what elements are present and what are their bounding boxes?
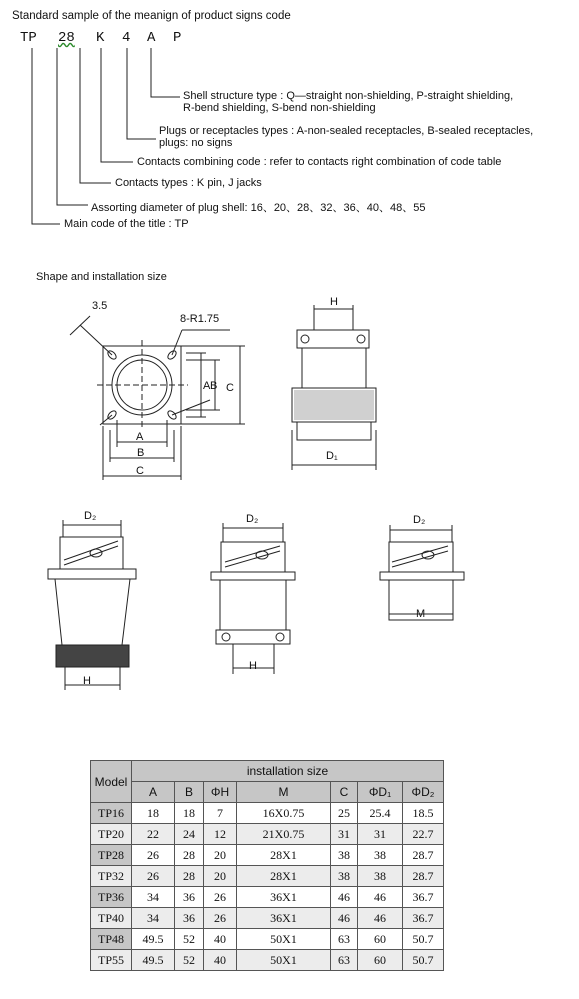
value-cell: 46 — [358, 908, 403, 929]
callout-shell-2: R-bend shielding, S-bend non-shielding — [183, 102, 376, 114]
value-cell: 28 — [175, 845, 204, 866]
label-H-left: H — [83, 675, 91, 687]
label-D2-right: D₂ — [413, 514, 426, 526]
value-cell: 16X0.75 — [237, 803, 331, 824]
value-cell: 18.5 — [403, 803, 444, 824]
table-row — [91, 845, 444, 866]
value-cell: 60 — [358, 929, 403, 950]
value-cell: 38 — [331, 845, 358, 866]
value-cell: 63 — [331, 950, 358, 971]
label-D1: D₁ — [326, 450, 338, 462]
group-header: installation size — [132, 761, 444, 782]
page-heading: Standard sample of the meanign of product signs code — [12, 10, 291, 22]
value-cell: 25 — [331, 803, 358, 824]
table-body — [91, 803, 444, 971]
label-H-top: H — [330, 296, 338, 308]
value-cell: 26 — [204, 908, 237, 929]
col-d2: ΦD₂ — [403, 782, 444, 803]
value-cell: 22 — [132, 824, 175, 845]
label-8-r1-75: 8-R1.75 — [180, 313, 220, 325]
table-row — [91, 824, 444, 845]
value-cell: 60 — [358, 950, 403, 971]
model-cell: TP55 — [91, 950, 132, 971]
value-cell: 50X1 — [237, 929, 331, 950]
table-row — [91, 866, 444, 887]
model-cell: TP28 — [91, 845, 132, 866]
value-cell: 22.7 — [403, 824, 444, 845]
value-cell: 38 — [358, 845, 403, 866]
code-shell: P — [173, 30, 182, 46]
value-cell: 28 — [175, 866, 204, 887]
value-cell: 49.5 — [132, 950, 175, 971]
callout-shell-1: Shell structure type : Q—straight non-shielding, P-straight shielding, — [183, 90, 514, 102]
callout-plug-2: plugs: no signs — [159, 137, 233, 149]
callout-diameter: Assorting diameter of plug shell: 16、20、28、32、36、40、48、55 — [91, 202, 426, 214]
value-cell: 46 — [358, 887, 403, 908]
value-cell: 12 — [204, 824, 237, 845]
model-cell: TP32 — [91, 866, 132, 887]
value-cell: 26 — [132, 866, 175, 887]
label-M: M — [416, 608, 426, 620]
col-m: M — [237, 782, 331, 803]
table-row — [91, 887, 444, 908]
label-A-v: A — [203, 380, 211, 392]
value-cell: 52 — [175, 929, 204, 950]
code-plug: A — [147, 30, 156, 46]
value-cell: 36.7 — [403, 887, 444, 908]
callout-main: Main code of the title : TP — [64, 218, 189, 230]
value-cell: 36 — [175, 887, 204, 908]
model-header: Model — [91, 761, 132, 803]
value-cell: 25.4 — [358, 803, 403, 824]
code-combo: 4 — [122, 30, 131, 46]
value-cell: 20 — [204, 845, 237, 866]
value-cell: 28.7 — [403, 866, 444, 887]
value-cell: 28X1 — [237, 866, 331, 887]
value-cell: 50.7 — [403, 929, 444, 950]
value-cell: 20 — [204, 866, 237, 887]
value-cell: 24 — [175, 824, 204, 845]
callout-contacts: Contacts types : K pin, J jacks — [115, 177, 262, 189]
label-C: C — [136, 465, 144, 477]
value-cell: 63 — [331, 929, 358, 950]
value-cell: 21X0.75 — [237, 824, 331, 845]
code-tp: TP — [20, 30, 37, 46]
value-cell: 50.7 — [403, 950, 444, 971]
value-cell: 46 — [331, 887, 358, 908]
value-cell: 46 — [331, 908, 358, 929]
label-B: B — [137, 447, 145, 459]
label-A: A — [136, 431, 144, 443]
value-cell: 26 — [132, 845, 175, 866]
label-H-mid: H — [249, 660, 257, 672]
callout-combo: Contacts combining code : refer to contacts right combination of code table — [137, 156, 502, 168]
value-cell: 26 — [204, 887, 237, 908]
value-cell: 52 — [175, 950, 204, 971]
table-row — [91, 950, 444, 971]
value-cell: 36.7 — [403, 908, 444, 929]
value-cell: 36X1 — [237, 908, 331, 929]
label-D2-mid: D₂ — [246, 513, 259, 525]
installation-size-table — [90, 760, 444, 971]
col-b: B — [175, 782, 204, 803]
col-a: A — [132, 782, 175, 803]
value-cell: 28X1 — [237, 845, 331, 866]
model-cell: TP48 — [91, 929, 132, 950]
value-cell: 38 — [331, 866, 358, 887]
label-3-5: 3.5 — [92, 300, 108, 312]
value-cell: 40 — [204, 950, 237, 971]
model-cell: TP40 — [91, 908, 132, 929]
label-D2-left: D₂ — [84, 510, 97, 522]
value-cell: 34 — [132, 908, 175, 929]
value-cell: 40 — [204, 929, 237, 950]
value-cell: 50X1 — [237, 950, 331, 971]
model-cell: TP36 — [91, 887, 132, 908]
label-B-v: B — [210, 380, 218, 392]
value-cell: 36 — [175, 908, 204, 929]
value-cell: 49.5 — [132, 929, 175, 950]
value-cell: 18 — [132, 803, 175, 824]
code-size: 28 — [58, 30, 75, 46]
value-cell: 36X1 — [237, 887, 331, 908]
value-cell: 7 — [204, 803, 237, 824]
label-C-v: C — [226, 382, 234, 394]
model-cell: TP16 — [91, 803, 132, 824]
value-cell: 31 — [358, 824, 403, 845]
code-contact: K — [96, 30, 105, 46]
value-cell: 38 — [358, 866, 403, 887]
table-row — [91, 803, 444, 824]
shape-heading: Shape and installation size — [36, 271, 167, 283]
table-row — [91, 929, 444, 950]
value-cell: 28.7 — [403, 845, 444, 866]
col-c: C — [331, 782, 358, 803]
value-cell: 31 — [331, 824, 358, 845]
value-cell: 18 — [175, 803, 204, 824]
model-cell: TP20 — [91, 824, 132, 845]
col-h: ΦH — [204, 782, 237, 803]
table-row — [91, 908, 444, 929]
callout-plug-1: Plugs or receptacles types : A-non-sealed receptacles, B-sealed receptacles, — [159, 125, 534, 137]
value-cell: 34 — [132, 887, 175, 908]
col-d1: ΦD₁ — [358, 782, 403, 803]
